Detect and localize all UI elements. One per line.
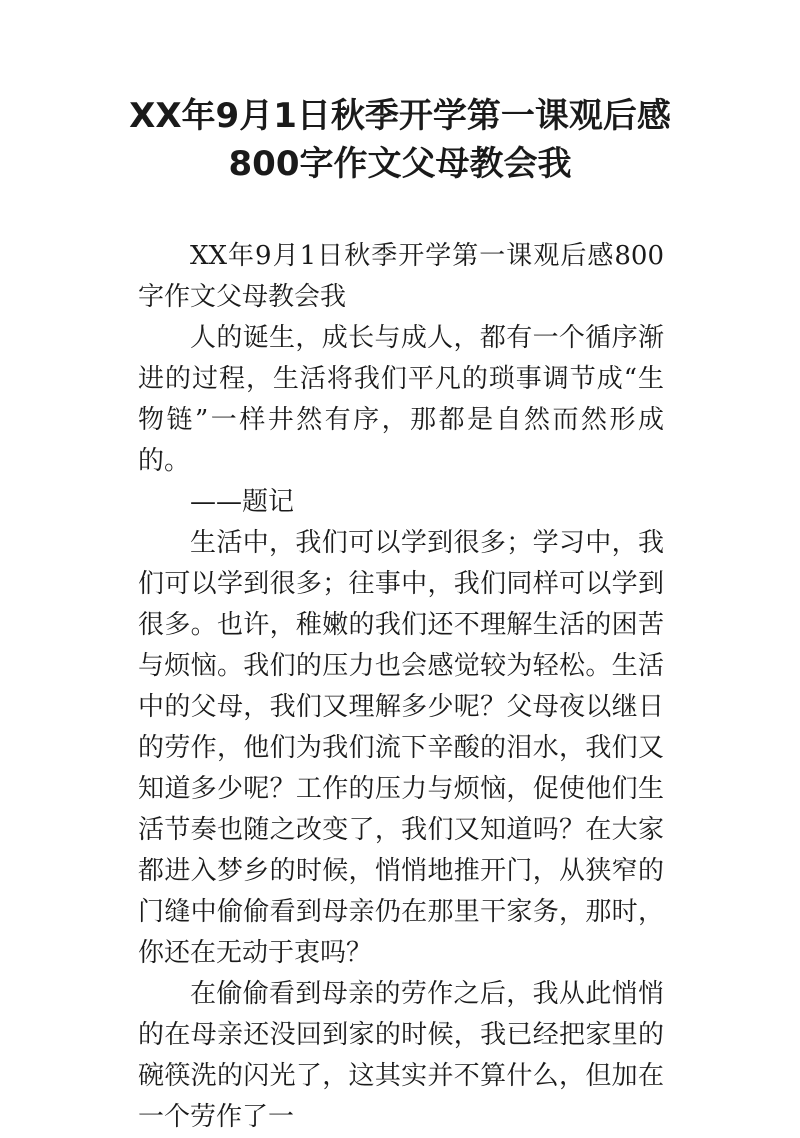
document-body (138, 236, 664, 1138)
title-line-2: 800字作文父母教会我 (228, 144, 572, 184)
document-title (110, 92, 690, 188)
paragraph-epigraph: ——题记 (190, 487, 295, 517)
paragraph-continued: 在偷偷看到母亲的劳作之后，我从此悄悄的在母亲还没回到家的时候，我已经把家里的碗筷洗的闪光了，这其实并不算什么，但加在一个劳作了一 (138, 979, 664, 1132)
paragraph-main: 生活中，我们可以学到很多；学习中，我们可以学到很多；往事中，我们同样可以学到很多。也许，稚嫩的我们还不理解生活的困苦与烦恼。我们的压力也会感觉较为轻松。生活中的父母，我们又理解多少呢？父母夜以继日的劳作，他们为我们流下辛酸的泪水，我们又知道多少呢？工作的压力与烦恼，促使他们生活节奏也随之改变了，我们又知道吗？在大家都进入梦乡的时候，悄悄地推开门，从狭窄的门缝中偷偷看到母亲仍在那里干家务，那时，你还在无动于衷吗？ (138, 528, 664, 968)
paragraph-intro: 人的诞生，成长与成人，都有一个循序渐进的过程，生活将我们平凡的琐事调节成“生物链”一样井然有序，那都是自然而然形成的。 (138, 323, 664, 476)
paragraph-heading: XX年9月1日秋季开学第一课观后感800字作文父母教会我 (138, 241, 664, 312)
title-line-1: XX年9月1日秋季开学第一课观后感 (129, 96, 671, 136)
